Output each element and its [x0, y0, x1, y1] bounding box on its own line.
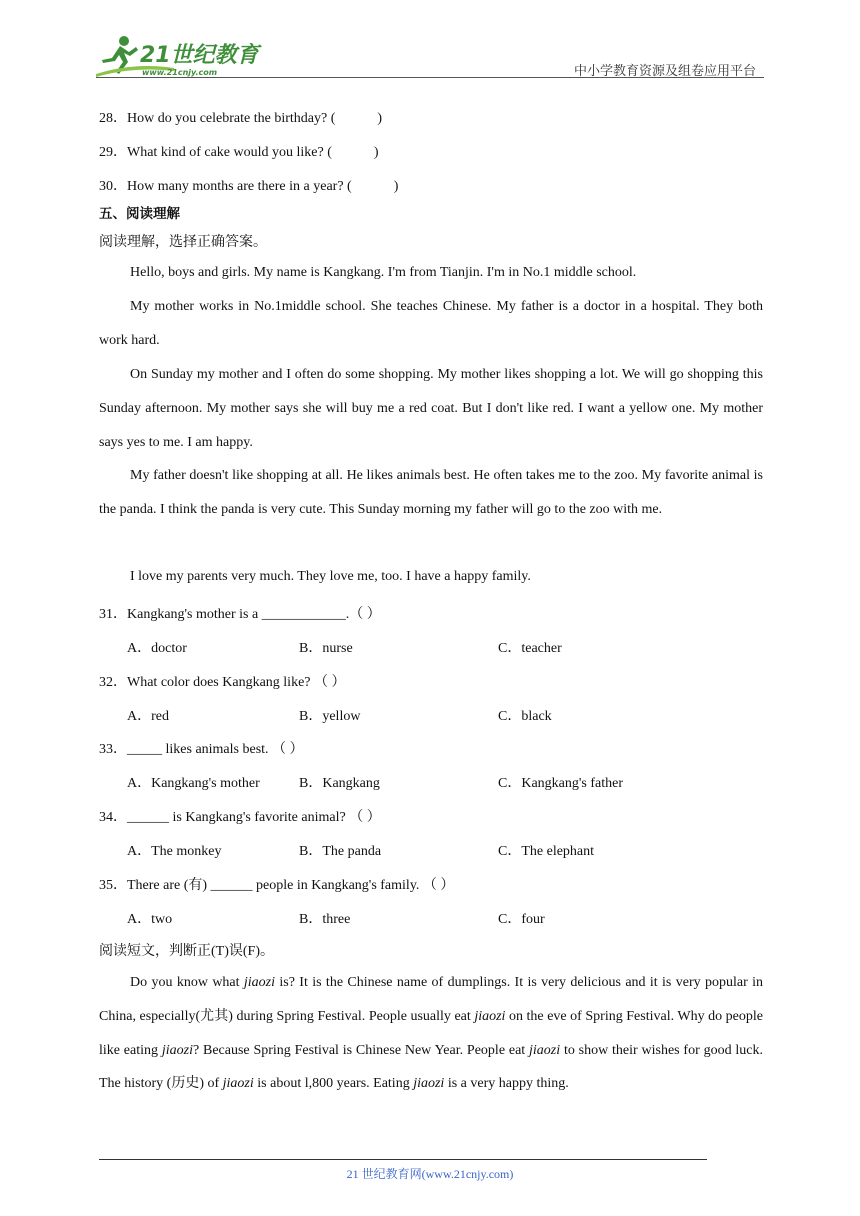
passage-italic-word: jiaozi — [413, 1076, 445, 1092]
question-number: 29． — [99, 145, 127, 160]
question-text: What color does Kangkang like? （ ） — [127, 675, 346, 690]
passage-paragraph-2: My mother works in No.1middle school. She teaches Chinese. My father is a doctor in a hospital. They both work hard. — [99, 299, 763, 348]
question-30 — [99, 175, 398, 195]
question-text: ______ is Kangkang's favorite animal? （ ） — [127, 810, 381, 825]
question-31 — [99, 603, 381, 623]
question-number: 35． — [99, 878, 127, 893]
question-number: 33． — [99, 742, 127, 757]
passage-text: to show their wishes for good luck. The history (历史) of — [99, 1042, 764, 1092]
site-logo — [94, 32, 264, 80]
passage-text: is about l,800 years. Eating — [253, 1076, 414, 1092]
question-28 — [99, 107, 382, 127]
question-29 — [99, 141, 379, 161]
passage-paragraph-3: On Sunday my mother and I often do some shopping. My mother likes shopping a lot. We will go shopping this Sunday afternoon. My mother says she will buy me a red coat. But I don't like red. I want a yellow one. My mother says yes to me. I am happy. — [99, 367, 763, 450]
passage-paragraph-1: Hello, boys and girls. My name is Kangkang. I'm from Tianjin. I'm in No.1 middle school. — [130, 265, 637, 280]
passage-text: Do you know what — [130, 975, 244, 990]
section-title: 五、阅读理解 — [99, 206, 180, 222]
passage-text: is? It is the Chinese name of dumplings. It is very delicious and it is very popular in China, especially(尤其) during Spring Festival. People usually eat — [99, 975, 764, 1024]
option-c: C．The elephant — [498, 844, 595, 859]
tf-instruction: 阅读短文，判断正(T)误(F)。 — [99, 944, 274, 959]
question-34 — [99, 806, 381, 826]
question-text: _____ likes animals best. （ ） — [127, 742, 304, 757]
option-c: C．black — [498, 709, 552, 724]
option-b: B．Kangkang — [299, 776, 380, 791]
question-number: 31． — [99, 607, 127, 622]
header-divider — [96, 77, 764, 78]
passage-italic-word: jiaozi — [222, 1076, 254, 1092]
header-platform-text: 中小学教育资源及组卷应用平台 — [573, 63, 756, 78]
passage-italic-word: jiaozi — [474, 1008, 506, 1024]
question-text: Kangkang's mother is a ____________.（ ） — [127, 607, 381, 622]
option-b: B．yellow — [299, 709, 361, 724]
option-b: B．three — [299, 912, 351, 927]
logo-url: www.21cnjy.com — [142, 68, 218, 77]
question-number: 28． — [99, 111, 127, 126]
option-a: A．two — [127, 912, 173, 927]
option-c: C．teacher — [498, 641, 562, 656]
footer-link[interactable]: 21 世纪教育网(www.21cnjy.com) — [346, 1167, 514, 1181]
question-number: 32． — [99, 675, 127, 690]
passage-text: is a very happy thing. — [444, 1076, 569, 1092]
option-a: A．doctor — [127, 641, 187, 656]
question-text: There are (有) ______ people in Kangkang's family. （ ） — [127, 878, 455, 893]
footer-divider — [99, 1159, 707, 1160]
logo-text: 21世纪教育 — [140, 43, 259, 68]
question-32 — [99, 671, 346, 691]
option-c: C．Kangkang's father — [498, 776, 623, 791]
passage-paragraph-4: My father doesn't like shopping at all. He likes animals best. He often takes me to the zoo. My favorite animal is the panda. I think the panda is very cute. This Sunday morning my father will go to the zoo with me. — [99, 468, 763, 517]
question-35 — [99, 874, 454, 894]
passage-2-paragraph — [99, 966, 763, 1101]
option-c: C．four — [498, 912, 545, 927]
option-a: A．The monkey — [127, 844, 222, 859]
question-33 — [99, 738, 304, 758]
passage-text: ? Because Spring Festival is Chinese New Year. People eat — [192, 1042, 529, 1058]
option-a: A．Kangkang's mother — [127, 776, 260, 791]
question-text: How do you celebrate the birthday? ( ) — [127, 111, 383, 126]
option-a: A．red — [127, 709, 169, 724]
question-number: 34． — [99, 810, 127, 825]
question-number: 30． — [99, 179, 127, 194]
passage-italic-word: jiaozi — [161, 1042, 193, 1058]
question-text: How many months are there in a year? ( ) — [127, 179, 399, 194]
question-text: What kind of cake would you like? ( ) — [127, 145, 379, 160]
passage-italic-word: jiaozi — [529, 1042, 561, 1058]
runner-logo-icon — [94, 32, 264, 80]
option-b: B．nurse — [299, 641, 353, 656]
passage-italic-word: jiaozi — [243, 975, 276, 990]
passage-paragraph-5: I love my parents very much. They love me, too. I have a happy family. — [130, 569, 531, 584]
section-instruction: 阅读理解，选择正确答案。 — [99, 235, 267, 250]
option-b: B．The panda — [299, 844, 382, 859]
passage-text: on the eve of Spring Festival. Why do people like eating — [99, 1008, 764, 1058]
